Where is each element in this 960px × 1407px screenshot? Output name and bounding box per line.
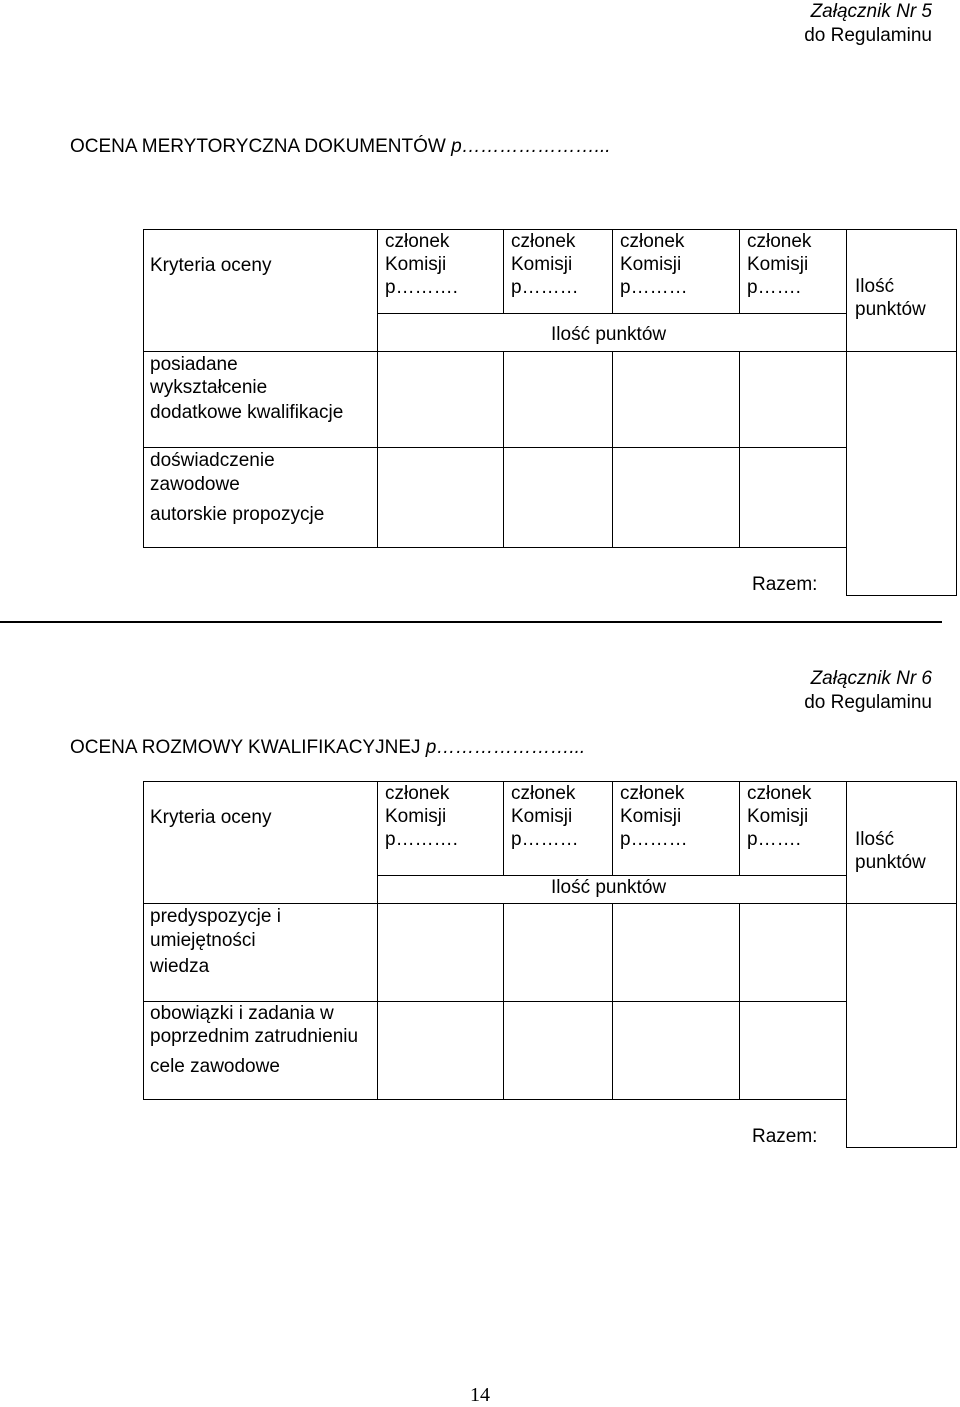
table-2-criterion: poprzednim zatrudnieniu bbox=[150, 1026, 359, 1047]
table-2-criterion: umiejętności bbox=[150, 930, 256, 951]
annex-6-label bbox=[804, 667, 932, 715]
table-1-criterion: posiadane bbox=[150, 354, 238, 375]
table-1-member-1-header: członek Komisji p………. bbox=[385, 231, 458, 298]
table-1-criterion: wykształcenie bbox=[150, 377, 268, 398]
annex-5-regulation: do Regulaminu bbox=[804, 25, 932, 46]
section-1-title-text: OCENA MERYTORYCZNA DOKUMENTÓW bbox=[70, 136, 446, 157]
annex-5-number: Załącznik Nr 5 bbox=[810, 1, 932, 22]
table-2-sum-label: Razem: bbox=[752, 1126, 818, 1147]
section-2-title-text: OCENA ROZMOWY KWALIFIKACYJNEJ bbox=[70, 737, 421, 758]
table-1-member-3-header: członek Komisji p……… bbox=[620, 231, 688, 298]
section-2-title bbox=[70, 737, 585, 759]
section-1-title bbox=[70, 136, 611, 158]
table-1-criteria-header: Kryteria oceny bbox=[150, 255, 272, 276]
table-2-total-header: Ilość punktów bbox=[855, 829, 926, 873]
table-1-criterion: dodatkowe kwalifikacje bbox=[150, 402, 344, 423]
table-1-total-header: Ilość punktów bbox=[855, 276, 926, 320]
table-2-criterion: wiedza bbox=[150, 956, 210, 977]
section-2-title-suffix: p…………………... bbox=[425, 737, 586, 758]
table-1-points-subheader: Ilość punktów bbox=[551, 324, 667, 345]
annex-6-number: Załącznik Nr 6 bbox=[810, 668, 932, 689]
table-2-criteria-header: Kryteria oceny bbox=[150, 807, 272, 828]
table-2-member-1-header: członek Komisji p………. bbox=[385, 783, 458, 850]
table-1-criterion: zawodowe bbox=[150, 474, 240, 495]
section-1-title-suffix: p…………………... bbox=[451, 136, 611, 157]
table-2-criterion: predyspozycje i bbox=[150, 906, 281, 927]
annex-5-label bbox=[804, 0, 932, 48]
table-2-points-subheader: Ilość punktów bbox=[551, 877, 667, 898]
table-2-member-2-header: członek Komisji p……… bbox=[511, 783, 579, 850]
table-2-member-3-header: członek Komisji p……… bbox=[620, 783, 688, 850]
table-1-criterion: doświadczenie bbox=[150, 450, 275, 471]
table-1-sum-label: Razem: bbox=[752, 574, 818, 595]
table-2-criterion: obowiązki i zadania w bbox=[150, 1003, 334, 1024]
page-separator bbox=[0, 621, 942, 623]
page-number: 14 bbox=[470, 1384, 490, 1406]
table-2-criterion: cele zawodowe bbox=[150, 1056, 280, 1077]
table-1-member-4-header: członek Komisji p……. bbox=[747, 231, 812, 298]
annex-6-regulation: do Regulaminu bbox=[804, 692, 932, 713]
table-1-criterion: autorskie propozycje bbox=[150, 504, 325, 525]
table-1-member-2-header: członek Komisji p……… bbox=[511, 231, 579, 298]
table-2-member-4-header: członek Komisji p……. bbox=[747, 783, 812, 850]
